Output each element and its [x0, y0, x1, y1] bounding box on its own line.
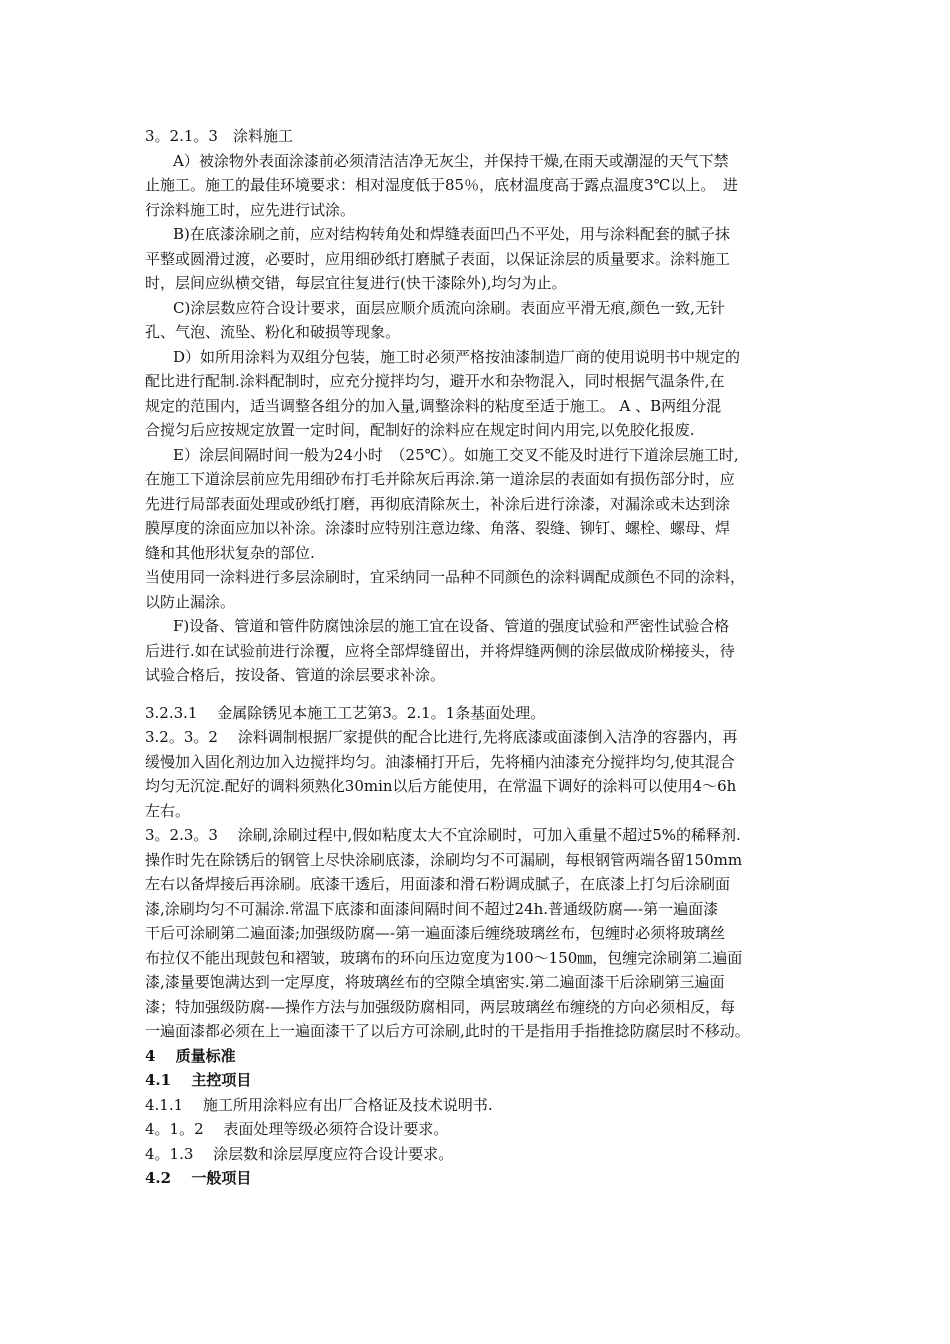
- paragraph-d-line: D）如所用涂料为双组分包装，施工时必须严格按油漆制造厂商的使用说明书中规定的: [173, 347, 741, 366]
- section-3233-line: 一遍面漆都必须在上一遍面漆干了以后方可涂刷,此时的干是指用手指推捻防腐层时不移动。: [145, 1022, 750, 1040]
- section-3232-line: 缓慢加入固化剂边加入边搅拌均匀。油漆桶打开后，先将桶内油漆充分搅拌均匀,使其混合: [145, 752, 735, 771]
- section-heading-3213: 3。2.1。3 涂料施工: [145, 127, 293, 145]
- document-page: [145, 124, 825, 1191]
- paragraph-e-line: E）涂层间隔时间一般为24小时 （25℃）。如施工交叉不能及时进行下道涂层施工时,: [173, 445, 739, 464]
- section-3232-line: 3.2。3。2 涂料调制根据厂家提供的配合比进行,先将底漆或面漆倒入洁净的容器内，再: [145, 728, 738, 746]
- section-3233-line: 布拉仅不能出现鼓包和褶皱，玻璃布的环向压边宽度为100～150㎜，包缠完涂刷第二遍面: [145, 948, 743, 967]
- section-3233-line: 操作时先在除锈后的钢管上尽快涂刷底漆，涂刷均匀不可漏刷，每根钢管两端各留150mm: [145, 850, 743, 869]
- paragraph-multi-line: 当使用同一涂料进行多层涂刷时，宜采纳同一品种不同颜色的涂料调配成颜色不同的涂料，: [145, 568, 746, 586]
- section-3233-line: 漆,漆量要饱满达到一定厚度，将玻璃丝布的空隙全填密实.第二遍面漆干后涂刷第三遍面: [145, 973, 725, 991]
- paragraph-a-line: 止施工。施工的最佳环境要求：相对湿度低于85％，底材温度高于露点温度3℃以上。 进: [145, 176, 738, 194]
- subsection-42-heading: 4.2 一般项目: [145, 1169, 252, 1187]
- subsection-41-heading: 4.1 主控项目: [145, 1071, 252, 1089]
- paragraph-a-line: A）被涂物外表面涂漆前必须清洁洁净无灰尘，并保持干燥,在雨天或潮湿的天气下禁: [173, 151, 729, 170]
- item-413: 4。1.3 涂层数和涂层厚度应符合设计要求。: [145, 1144, 454, 1163]
- paragraph-b-line: 时，层间应纵横交错，每层宜往复进行(快干漆除外),均匀为止。: [145, 274, 567, 292]
- section-4-heading: 4 质量标准: [145, 1046, 236, 1065]
- section-3233-line: 3。2.3。3 涂刷,涂刷过程中,假如粘度太大不宜涂刷时，可加入重量不超过5%的稀释剂.: [145, 826, 741, 844]
- section-3232-line: 左右。: [145, 801, 191, 820]
- section-3233-line: 左右以备焊接后再涂刷。底漆干透后，用面漆和滑石粉调成腻子，在底漆上打匀后涂刷面: [145, 875, 731, 893]
- paragraph-c-line: C)涂层数应符合设计要求，面层应顺介质流向涂刷。表面应平滑无痕,颜色一致,无针: [173, 298, 725, 317]
- paragraph-multi-line: 以防止漏涂。: [145, 592, 236, 611]
- section-3233-line: 干后可涂刷第二遍面漆;加强级防腐—-第一遍面漆后缠绕玻璃丝布，包缠时必须将玻璃丝: [145, 924, 726, 942]
- paragraph-e-line: 膜厚度的涂面应加以补涂。涂漆时应特别注意边缘、角落、裂缝、铆钉、螺栓、螺母、焊: [145, 519, 731, 537]
- paragraph-b-line: 平整或圆滑过渡，必要时，应用细砂纸打磨腻子表面，以保证涂层的质量要求。涂料施工: [145, 249, 731, 268]
- item-412: 4。1。2 表面处理等级必须符合设计要求。: [145, 1120, 449, 1138]
- paragraph-f-line: 试验合格后，按设备、管道的涂层要求补涂。: [145, 666, 446, 684]
- paragraph-d-line: 合搅匀后应按规定放置一定时间，配制好的涂料应在规定时间内用完,以免胶化报废.: [145, 421, 695, 439]
- paragraph-b-line: B)在底漆涂刷之前，应对结构转角处和焊缝表面凹凸不平处，用与涂料配套的腻子抹: [173, 225, 730, 243]
- paragraph-d-line: 配比进行配制.涂料配制时，应充分搅拌均匀，避开水和杂物混入，同时根据气温条件,在: [145, 372, 725, 390]
- paragraph-e-line: 先进行局部表面处理或砂纸打磨，再彻底清除灰土，补涂后进行涂漆，对漏涂或未达到涂: [145, 494, 731, 513]
- section-3232-line: 均匀无沉淀.配好的调料须熟化30min以后方能使用，在常温下调好的涂料可以使用4～6h: [145, 777, 737, 795]
- paragraph-d-line: 规定的范围内，适当调整各组分的加入量,调整涂料的粘度至适于施工。 A 、B两组分混: [145, 396, 722, 415]
- section-3233-line: 漆,涂刷均匀不可漏涂.常温下底漆和面漆间隔时间不超过24h.普通级防腐—-第一遍面漆: [145, 899, 719, 918]
- paragraph-e-line: 在施工下道涂层前应先用细砂布打毛并除灰后再涂.第一道涂层的表面如有损伤部分时，应: [145, 470, 735, 488]
- paragraph-f-line: F)设备、管道和管件防腐蚀涂层的施工宜在设备、管道的强度试验和严密性试验合格: [173, 617, 730, 635]
- paragraph-e-line: 缝和其他形状复杂的部位.: [145, 543, 315, 562]
- section-3231-line: 3.2.3.1 金属除锈见本施工工艺第3。2.1。1条基面处理。: [145, 703, 546, 722]
- paragraph-f-line: 后进行.如在试验前进行涂覆，应将全部焊缝留出，并将焊缝两侧的涂层做成阶梯接头，待: [145, 641, 735, 660]
- paragraph-c-line: 孔、气泡、流坠、粉化和破损等现象。: [145, 323, 401, 341]
- section-3233-line: 漆；特加强级防腐-—操作方法与加强级防腐相同，两层玻璃丝布缠绕的方向必须相反，每: [145, 997, 736, 1016]
- item-411: 4.1.1 施工所用涂料应有出厂合格证及技术说明书.: [145, 1095, 493, 1114]
- paragraph-a-line: 行涂料施工时，应先进行试涂。: [145, 200, 356, 219]
- section-gap: [145, 688, 825, 701]
